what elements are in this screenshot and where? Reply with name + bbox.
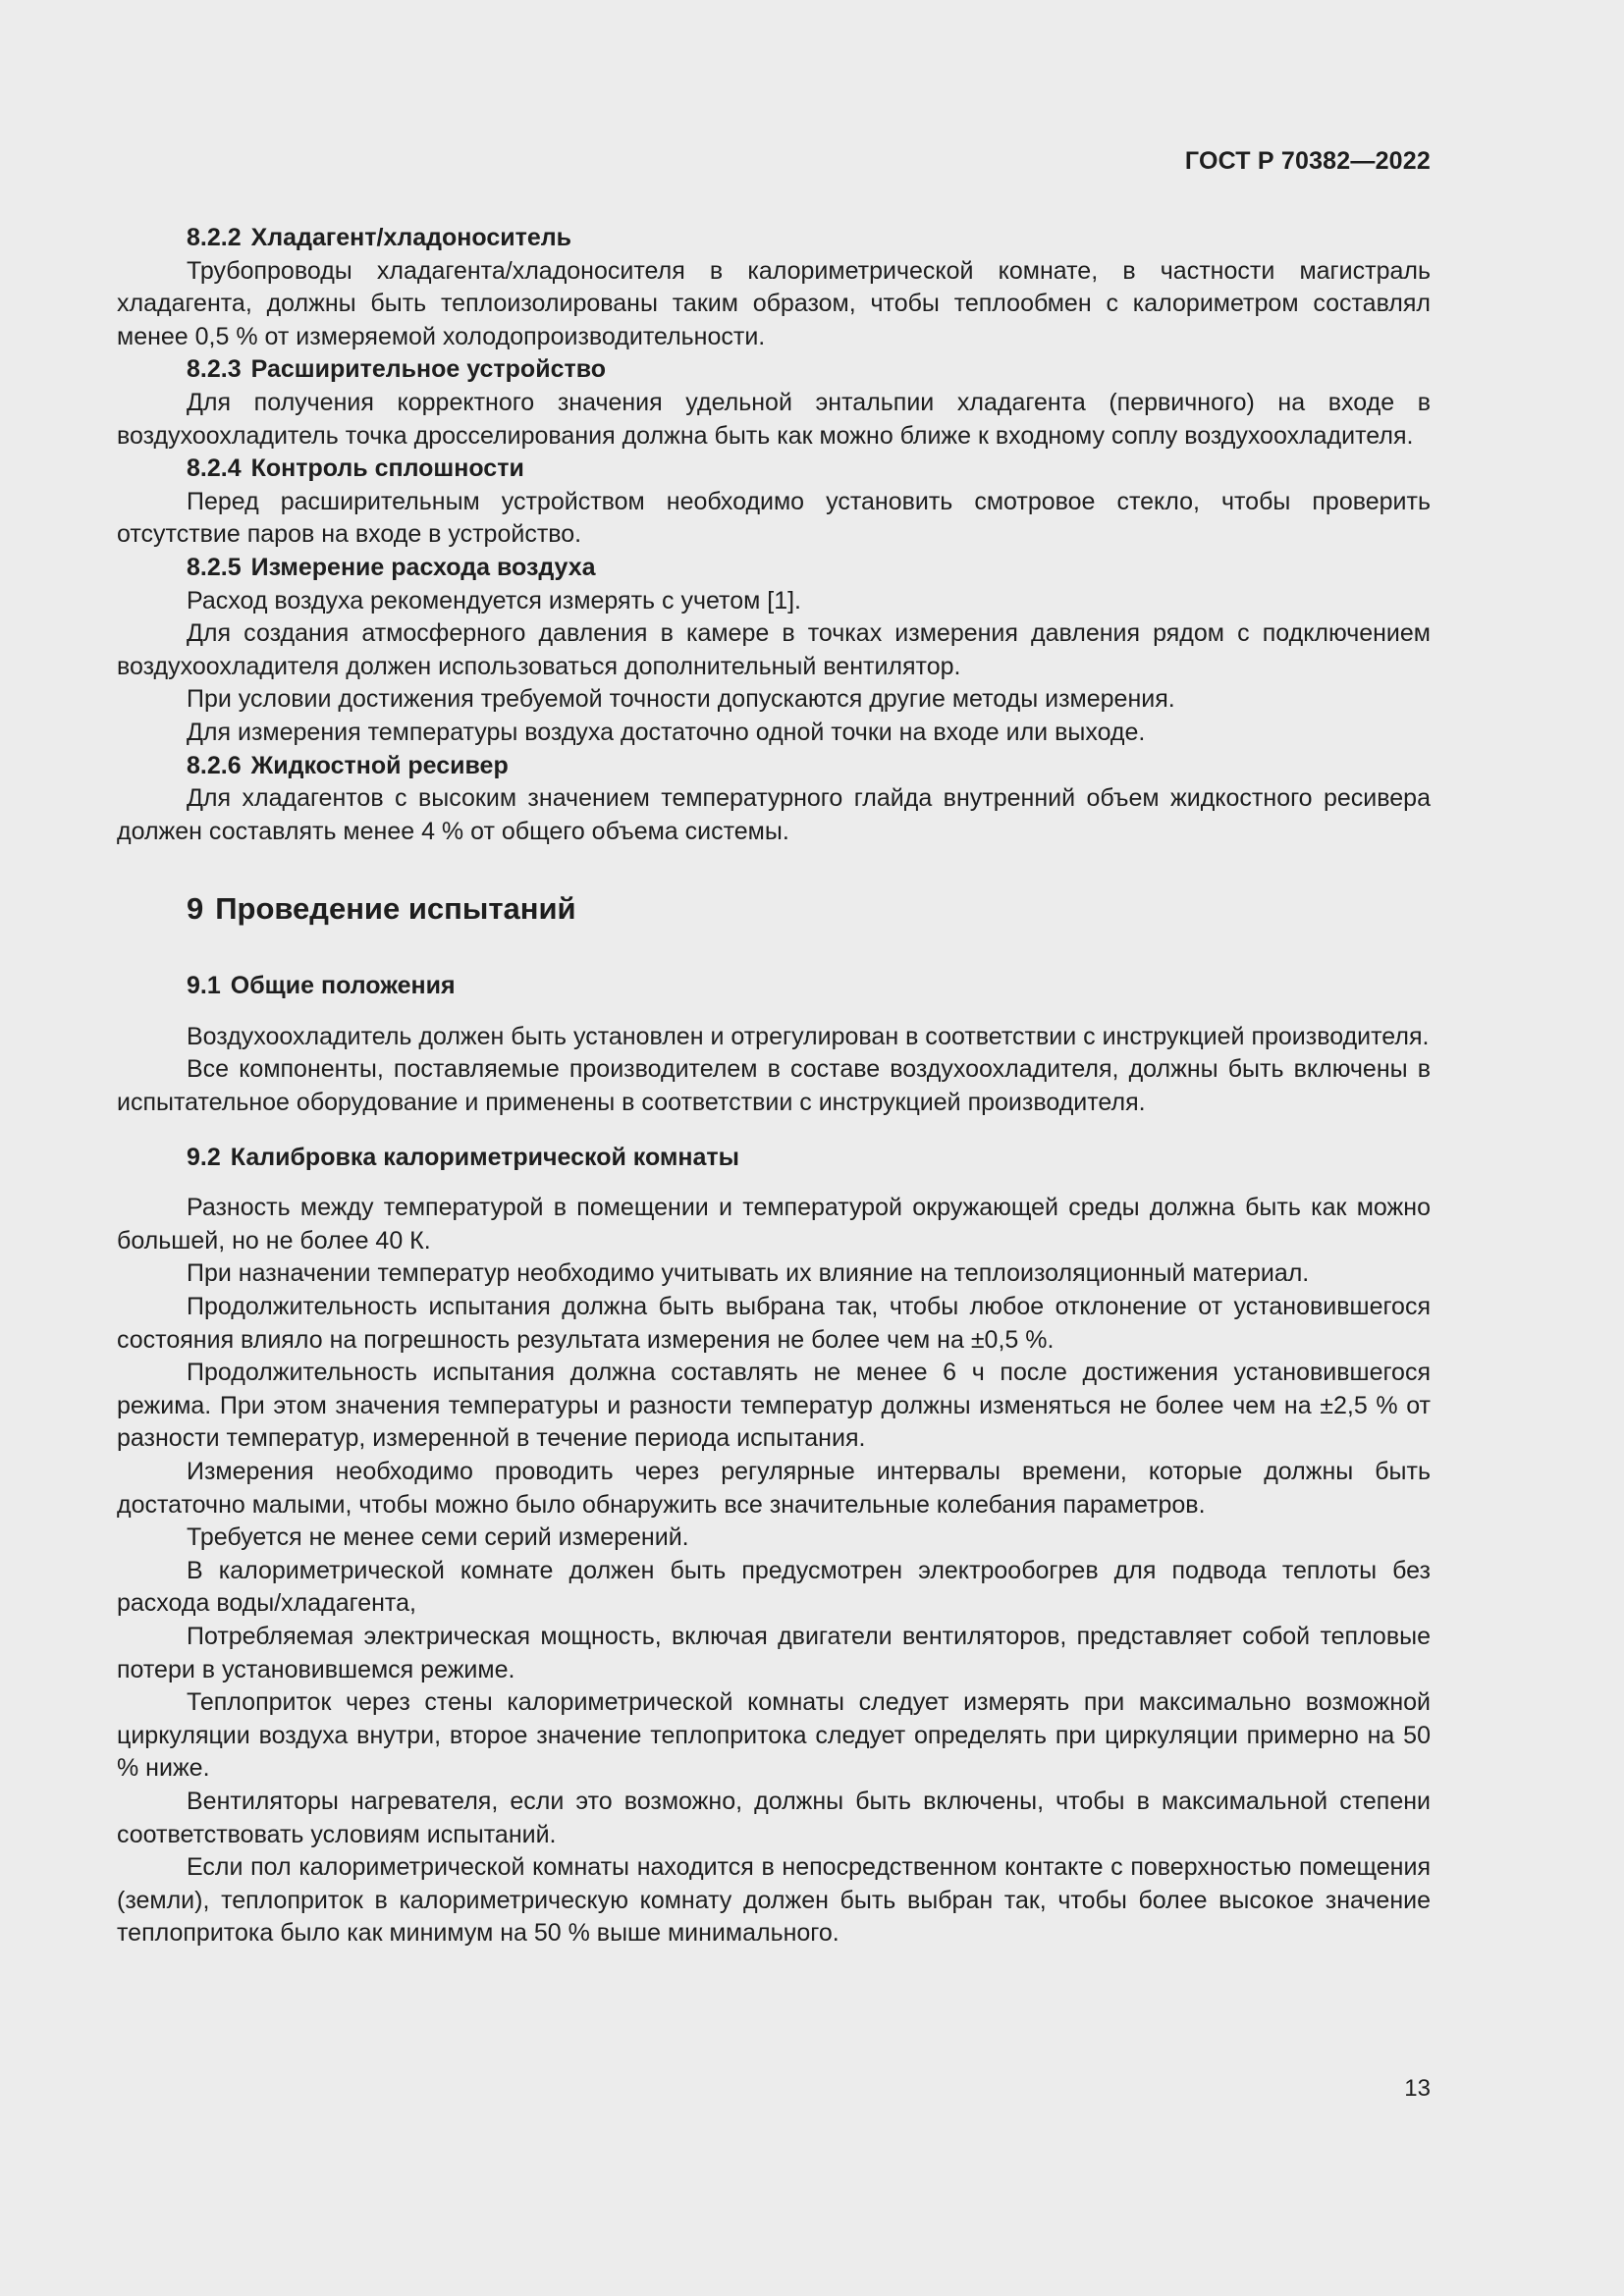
- clause-number: 8.2.4: [187, 454, 242, 483]
- paragraph: Воздухоохладитель должен быть установлен и отрегулирован в соответствии с инструкцией производителя.: [187, 1022, 1430, 1050]
- paragraph: В калориметрической комнате должен быть предусмотрен электрообогрев для подвода теплоты без расхода воды/хладагента,: [117, 1556, 1431, 1618]
- paragraph: Потребляемая электрическая мощность, включая двигатели вентиляторов, представляет собой тепловые потери в установившемся режиме.: [117, 1622, 1431, 1683]
- section-9-heading: [117, 889, 1431, 929]
- standard-designation: ГОСТ Р 70382—2022: [1184, 147, 1431, 175]
- clause-8-2-3-heading: [117, 353, 1431, 387]
- clause-number: 9.1: [187, 972, 221, 1000]
- paragraph: Расход воздуха рекомендуется измерять с учетом [1].: [187, 586, 802, 614]
- clause-title: Хладагент/хладоноситель: [250, 224, 571, 251]
- clause-8-2-2-heading: [117, 222, 1431, 255]
- paragraph: Теплоприток через стены калориметрической комнаты следует измерять при максимально возможной циркуляции воздуха внутри, второе значение теплопритока следует определять при циркуляции примерно на 50 % ниже.: [117, 1688, 1431, 1783]
- paragraph: Для измерения температуры воздуха достаточно одной точки на входе или выходе.: [187, 718, 1146, 746]
- clause-number: 8.2.6: [187, 751, 242, 779]
- paragraph: Вентиляторы нагревателя, если это возможно, должны быть включены, чтобы в максимальной степени соответствовать условиям испытаний.: [117, 1787, 1431, 1848]
- clause-title: Контроль сплошности: [250, 454, 524, 483]
- clause-8-2-4-heading: [117, 453, 1431, 486]
- paragraph: Перед расширительным устройством необходимо установить смотровое стекло, чтобы проверить отсутствие паров на входе в устройство.: [117, 487, 1431, 549]
- paragraph: Для создания атмосферного давления в камере в точках измерения давления рядом с подключением воздухоохладителя должен использоваться дополнительный вентилятор.: [117, 619, 1431, 680]
- paragraph: Для хладагентов с высоким значением температурного глайда внутренний объем жидкостного ресивера должен составлять менее 4 % от общего объема системы.: [117, 784, 1431, 845]
- clause-title: Измерение расхода воздуха: [250, 553, 596, 581]
- clause-title: Общие положения: [230, 972, 456, 1000]
- document-body: [117, 222, 1431, 1950]
- paragraph: Продолжительность испытания должна быть выбрана так, чтобы любое отклонение от установившегося состояния влияло на погрешность результата измерения не более чем на ±0,5 %.: [117, 1293, 1431, 1354]
- paragraph: Измерения необходимо проводить через регулярные интервалы времени, которые должны быть достаточно малыми, чтобы можно было обнаружить все значительные колебания параметров.: [117, 1458, 1431, 1519]
- paragraph: Продолжительность испытания должна составлять не менее 6 ч после достижения установившегося режима. При этом значения температуры и разности температур должны изменяться не более чем на ±2,5 % от разности температур, измеренной в течение периода испытания.: [117, 1359, 1431, 1453]
- clause-8-2-5-heading: [117, 552, 1431, 585]
- clause-title: Жидкостной ресивер: [250, 751, 509, 779]
- clause-title: Калибровка калориметрической комнаты: [230, 1143, 740, 1171]
- clause-9-1-heading: [117, 970, 1431, 1003]
- page-number: 13: [1404, 2075, 1431, 2102]
- paragraph: При назначении температур необходимо учитывать их влияние на теплоизоляционный материал.: [187, 1259, 1310, 1288]
- paragraph: Требуется не менее семи серий измерений.: [187, 1523, 689, 1552]
- paragraph: Трубопроводы хладагента/хладоносителя в калориметрической комнате, в частности магистраль хладагента, должны быть теплоизолированы таким образом, чтобы теплообмен с калориметром составлял менее 0,5 % от измеряемой холодопроизводительности.: [117, 256, 1431, 350]
- section-number: 9: [187, 891, 204, 927]
- section-title: Проведение испытаний: [215, 891, 576, 927]
- clause-8-2-6-heading: [117, 750, 1431, 783]
- paragraph: При условии достижения требуемой точности допускаются другие методы измерения.: [187, 685, 1175, 714]
- paragraph: Если пол калориметрической комнаты находится в непосредственном контакте с поверхностью помещения (земли), теплоприток в калориметрическую комнату должен быть выбран так, чтобы более высокое значение теплопритока было как минимум на 50 % выше минимального.: [117, 1853, 1431, 1948]
- clause-title: Расширительное устройство: [250, 355, 607, 384]
- clause-9-2-heading: [117, 1142, 1431, 1175]
- clause-number: 9.2: [187, 1143, 221, 1171]
- paragraph: Разность между температурой в помещении и температурой окружающей среды должна быть как можно большей, но не более 40 К.: [117, 1194, 1431, 1255]
- paragraph: Все компоненты, поставляемые производителем в составе воздухоохладителя, должны быть включены в испытательное оборудование и применены в соответствии с инструкцией производителя.: [117, 1055, 1431, 1117]
- clause-number: 8.2.3: [187, 355, 242, 384]
- paragraph: Для получения корректного значения удельной энтальпии хладагента (первичного) на входе в воздухоохладитель точка дросселирования должна быть как можно ближе к входному соплу воздухоохладителя.: [117, 388, 1431, 450]
- clause-number: 8.2.5: [187, 553, 242, 581]
- clause-number: 8.2.2: [187, 224, 242, 251]
